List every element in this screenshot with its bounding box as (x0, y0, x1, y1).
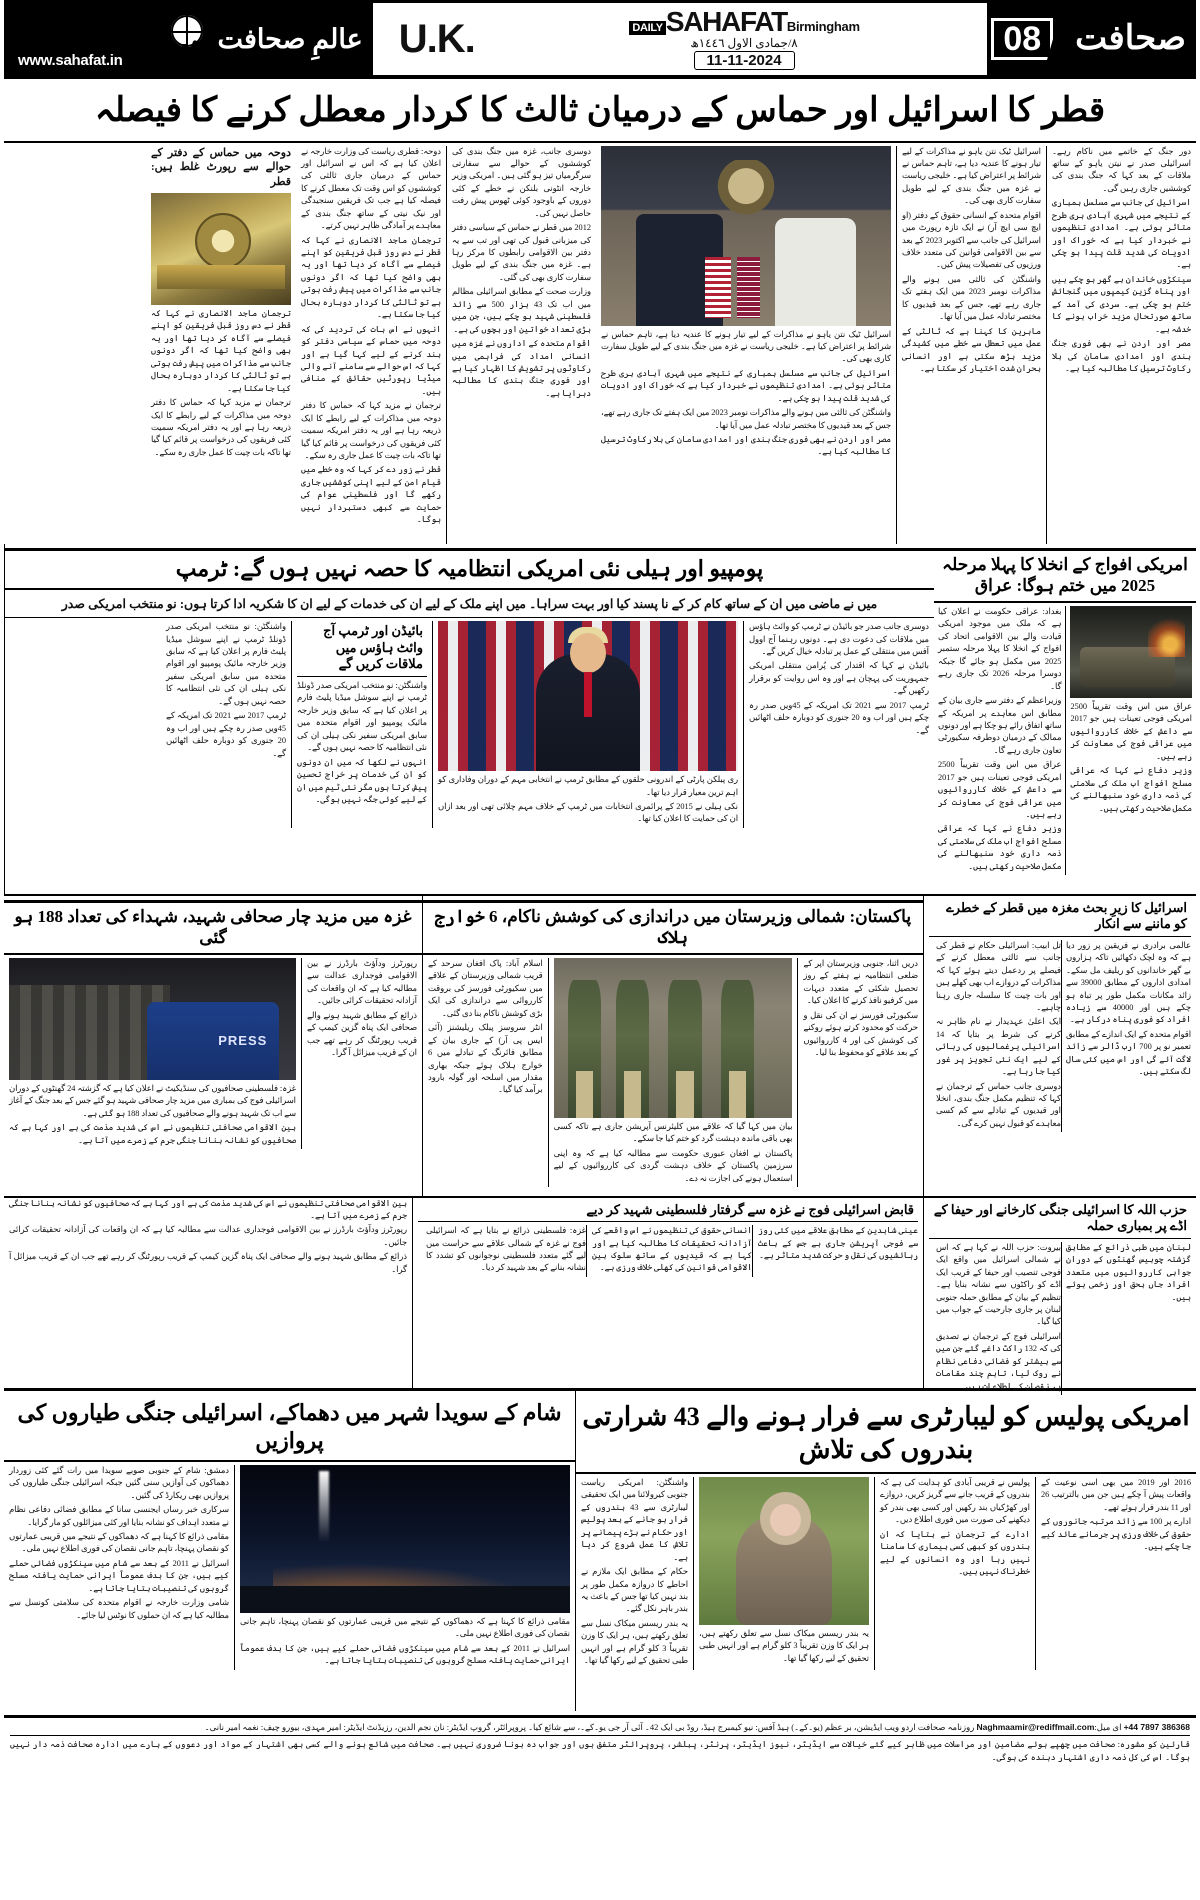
story-monkeys (575, 1391, 1196, 1711)
monkeys-text-a: واشنگٹن: امریکی ریاست جنوبی کیرولائنا میں ایک تحقیقی لیبارٹری سے 43 بندروں کے فرار ہو جانے کے بعد پولیس اور حکام نے بڑے پیمانے پر تلاش کا عمل شروع کر دیا ہے۔ حکام کے مطابق ایک ملازم نے احاطے کا دروازہ مکمل طور پر بند نہیں کیا تھا جس کے باعث یہ بندر باہر نکل گئے۔ یہ بندر ریسس میکاک نسل سے تعلق رکھتے ہیں، ہر ایک کا وزن تقریباً 3 کلو گرام ہے اور انہیں طبی تحقیق کے لیے رکھا گیا تھا۔ (581, 1478, 689, 1666)
paper-name: SAHAFAT (665, 5, 787, 37)
footer-imprint-line (10, 1721, 1190, 1734)
story-gaza-arrest (412, 1198, 923, 1388)
trump-text-d: واشنگٹن: نو منتخب امریکی صدر ڈونلڈ ٹرمپ نے اپنے سوشل میڈیا پلیٹ فارم پر اعلان کیا ہے کہ سابق وزیر خارجہ مائیک پومپیو اور اقوام متحدہ میں سابق امریکی سفیر نکی ہیلی ان کی نئی انتظامیہ کا حصہ نہیں ہوں گے۔ ٹرمپ 2017 سے 2021 تک امریکہ کے 45ویں صدر رہ چکے ہیں اور اب وہ 20 جنوری کو دوبارہ حلف اٹھائیں گے۔ (166, 622, 287, 758)
masthead (4, 0, 1196, 79)
lead-column-far-right (296, 146, 446, 544)
syria-headline: شام کے سویدا شہر میں دھماکے، اسرائیلی جنگی طیاروں کی پروازیں (17, 1399, 562, 1453)
gaza-arrest-headline: قابض اسرائیلی فوج نے غزہ سے گرفتار فلسطینی شہید کر دیے (418, 1200, 918, 1223)
page-footer (4, 1715, 1196, 1764)
us-withdrawal-headline: امریکی افواج کے انخلا کا پہلا مرحلہ 2025 میں ختم ہوگا: عراق (942, 554, 1188, 596)
qatar-denial-headline: اسرائیل کا زیرِ بحث مغزہ میں قطر کے خطرے کو ماننے سے انکار (929, 898, 1191, 937)
masthead-brand-right (4, 3, 373, 75)
lead-column-center (896, 146, 1046, 544)
monkeys-text-b: یہ بندر ریسس میکاک نسل سے تعلق رکھتے ہیں، ہر ایک کا وزن تقریباً 3 کلو گرام ہے اور انہیں طبی تحقیق کے لیے رکھا گیا تھا۔ (699, 1629, 869, 1663)
story-trump (4, 544, 934, 894)
masthead-logo-left (987, 3, 1196, 75)
syria-photo (240, 1465, 570, 1613)
footer-email[interactable]: Naghmaamir@rediffmail.com (976, 1721, 1095, 1732)
hezbollah-headline: حزب اللہ کا اسرائیلی جنگی کارخانے اور حیفا کے اڈے پر بمباری حملہ (929, 1200, 1191, 1239)
story-pakistan (422, 896, 923, 1196)
lead-column-left-1 (1046, 146, 1196, 544)
journalists-headline: غزہ میں مزید چار صحافی شہید، شہداء کی تعداد 188 ہو گئی (14, 906, 412, 948)
journalists-photo: PRESS (9, 958, 296, 1080)
pakistan-text-a: اسلام آباد: پاک افغان سرحد کے قریب شمالی وزیرستان کے علاقے میں سکیورٹی فورسز کی بروقت کارروائی سے دراندازی کی ایک بڑی کوشش ناکام بنا دی گئی۔ انٹر سروسز پبلک ریلیشنز (آئی ایس پی آر) کے جاری بیان کے مطابق فائرنگ کے تبادلے میں 6 خوارج ہلاک ہوئے جبکہ بھاری مقدار میں اسلحہ اور گولہ بارود برآمد کیا گیا۔ (428, 959, 543, 1095)
syria-text-a: دمشق: شام کے جنوبی صوبے سویدا میں رات گئے کئی زوردار دھماکوں کی آوازیں سنی گئیں جبکہ اسرائیلی جنگی طیاروں کی پروازیں بھی ریکارڈ کی گئیں۔ سرکاری خبر رساں ایجنسی سانا کے مطابق فضائی دفاعی نظام نے متعدد اہداف کو نشانہ بنایا اور کئی میزائلوں کو مار گرایا۔ مقامی ذرائع کا کہنا ہے کہ دھماکوں کے نتیجے میں قریبی عمارتوں کو نقصان پہنچا، تاہم جانی نقصان کی فوری اطلاع نہیں ملی۔ اسرائیل نے 2011 کے بعد سے شام میں سینکڑوں فضائی حملے کیے ہیں، جن کا ہدف عموماً ایرانی حمایت یافتہ مسلح گروہوں کی تنصیبات بتایا جاتا ہے۔ شامی وزارت خارجہ نے اقوام متحدہ کی سلامتی کونسل سے مطالبہ کیا ہے کہ ان حملوں کا نوٹس لیا جائے۔ (9, 1465, 230, 1620)
gaza-arrest-text-c: عینی شاہدین کے مطابق علاقے میں کئی روز سے فوجی آپریشن جاری ہے جس کے باعث رہائشیوں کی نقل و حرکت شدید متاثر ہے۔ (758, 1226, 918, 1261)
journalists-text-b: رپورٹرز ودآؤٹ بارڈرز نے بین الاقوامی فوجداری عدالت سے مطالبہ کیا ہے کہ ان واقعات کی آزادانہ تحقیقات کرائی جائیں۔ ذرائع کے مطابق شہید ہونے والے صحافی ایک پناہ گزین کیمپ کے قریب رپورٹنگ کر رہے تھے جب ان کے قریب میزائل آ گرا۔ (307, 959, 417, 1058)
brand-urdu-label: عالمِ صحافت (217, 23, 363, 54)
story-journalists (4, 896, 422, 1196)
lead-photo-block (596, 146, 896, 544)
footer-email-label: ای میل: (1094, 1721, 1122, 1732)
lead-col4-text: دور جنگ کے خاتمے میں ناکام رہے۔ اسرائیلی صدر نے نیتن یاہو کے ساتھ ملاقات کے بعد کہا کہ جنگ بندی کی کوششیں جاری رہیں گی۔ اسرائیل کی جانب سے مسلسل بمباری کے نتیجے میں شہری آبادی بری طرح متاثر ہوئی ہے۔ امدادی تنظیموں نے خبردار کیا ہے کہ خوراک اور ادویات کی شدید قلت پیدا ہو چکی ہے۔ سینکڑوں خاندان بے گھر ہو چکے ہیں اور پناہ گزین کیمپوں میں گنجائش ختم ہو چکی ہے۔ سردی کی آمد کے ساتھ صورتحال مزید خراب ہونے کا خدشہ ہے۔ مصر اور اردن نے بھی فوری جنگ بندی اور امدادی سامان کی بلا رکاوٹ ترسیل کا مطالبہ کیا ہے۔ (1052, 146, 1191, 373)
story-us-withdrawal (934, 544, 1196, 894)
us-withdrawal-text-b: عراق میں اس وقت تقریباً 2500 امریکی فوجی تعینات ہیں جو 2017 سے داعش کے خلاف کارروائیوں میں عراقی فوج کی معاونت کر رہے ہیں۔ وزیر دفاع نے کہا کہ عراقی مسلح افواج اب ملک کی سلامتی کی ذمہ داری خود سنبھالنے کی مکمل صلاحیت رکھتی ہیں۔ (1070, 702, 1192, 813)
pakistan-text-c: دریں اثنا، جنوبی وزیرستان اپر کے ضلعی انتظامیہ نے ہفتے کے روز تحصیل شکئی کے متعدد دیہات میں کرفیو نافذ کرنے کا اعلان کیا۔ سکیورٹی فورسز نے ان کی نقل و حرکت کو محدود کرتے ہوئے روکنے کی کوشش کی اور 4 کارروائیوں کے بعد علاقے کو محفوظ بنا لیا۔ (803, 959, 918, 1058)
lead-kicker-rail (146, 146, 296, 544)
lead-col2-text: دوسری جانب، غزہ میں جنگ بندی کی کوششوں کے حوالے سے سفارتی سرگرمیاں تیز ہو گئی ہیں۔ امریکی وزیر خارجہ انٹونی بلنکن نے خطے کے کئی دوروں کے باوجود کوئی ٹھوس پیش رفت حاصل نہیں کی۔ 2012 میں قطر نے حماس کے سیاسی دفتر کی میزبانی قبول کی تھی اور تب سے یہ دفتر بین الاقوامی رابطوں کا مرکز رہا ہے۔ غزہ میں جنگ بندی کے لیے طویل سفارت کاری بھی کی گئی۔ وزارت صحت کے مطابق اسرائیلی مظالم میں اب تک 43 ہزار 500 سے زائد فلسطینی شہید ہو چکے ہیں، جن میں بڑی تعداد خواتین اور بچوں کی ہے۔ اقوام متحدہ کے اداروں نے غزہ میں انسانی امداد کی فراہمی میں رکاوٹوں پر تشویش کا اظہار کیا ہے اور فوری جنگ بندی کا مطالبہ دہرایا ہے۔ (452, 146, 591, 398)
lead-column-right-2 (446, 146, 596, 544)
lead-col1-text: دوحہ: قطری ریاست کی وزارت خارجہ نے اعلان کیا ہے کہ اس نے اسرائیل اور حماس کے درمیان جاری ثالثی کی کوششوں کو اس وقت تک معطل کرنے کا فیصلہ کیا ہے جب تک فریقین سنجیدگی اور نیک نیتی کے ساتھ جنگ بندی کے معاہدے پر آمادگی ظاہر نہیں کرتے۔ ترجمان ماجد الانصاری نے کہا کہ قطر نے دس روز قبل فریقین کو اپنے فیصلے سے آگاہ کر دیا تھا اور یہ بھی واضح کیا تھا کہ اگر دونوں جانب سے مذاکرات میں پیش رفت ہوتی ہے تو ثالثی کا کردار دوبارہ بحال کیا جا سکتا ہے۔ انہوں نے اس بات کی تردید کی کہ دوحہ میں حماس کے سیاسی دفتر کو بند کرنے کے لیے کہا گیا ہے اور کہا کہ اس حوالے سے سامنے آنے والی میڈیا رپورٹیں حقائق کے منافی ہیں۔ ترجمان نے مزید کہا کہ حماس کا دفتر دوحہ میں مذاکرات کے لیے رابطے کا ایک ذریعہ رہا ہے اور یہ دفتر امریکہ سمیت کئی فریقوں کی درخواست پر قائم کیا گیا تھا تاکہ بات چیت کا عمل جاری رہ سکے۔ قطر نے زور دے کر کہا کہ وہ خطے میں قیام امن کے لیے اپنی کوششیں جاری رکھے گا اور فلسطینی عوام کی حمایت سے کبھی دستبردار نہیں ہوگا۔ (301, 146, 441, 525)
syria-text-b: مقامی ذرائع کا کہنا ہے کہ دھماکوں کے نتیجے میں قریبی عمارتوں کو نقصان پہنچا، تاہم جانی نقصان کی فوری اطلاع نہیں ملی۔ اسرائیل نے 2011 کے بعد سے شام میں سینکڑوں فضائی حملے کیے ہیں، جن کا ہدف عموماً ایرانی حمایت یافتہ مسلح گروہوں کی تنصیبات بتایا جاتا ہے۔ (240, 1616, 571, 1666)
masthead-title-row (628, 5, 860, 37)
logo-urdu: صحافت (1075, 20, 1186, 57)
footer-disclaimer: قارئین کو مشورہ: صحافت میں چھپے ہوئے مضامین اور مراسلات میں ظاہر کیے گئے خیالات سے ایڈیٹر، نیوز ایڈیٹر، پرنٹر، پبلشر، پروپرائٹر متفق ہوں اور جواب دہ ہونا ضروری نہیں ہے۔ صحافت میں شائع ہونے والے کسی بھی اشتہار کے مواد اور دعووں کے بارے میں ادارہ صحافت ذمہ دار نہیں ہوگا۔ اس کی کل ذمہ داری اشتہار دہندہ کی ہوگی۔ (10, 1735, 1190, 1764)
monkey-photo (699, 1477, 869, 1625)
publication-date: 11-11-2024 (694, 51, 795, 70)
monkeys-text-d: 2016 اور 2019 میں بھی اسی نوعیت کے واقعات پیش آ چکے ہیں جن میں بالترتیب 26 اور 11 بندر فرار ہوئے تھے۔ ادارے پر 100 سے زائد مرتبہ جانوروں کے حقوق کی خلاف ورزی پر جرمانے عائد کیے جا چکے ہیں۔ (1041, 1478, 1191, 1552)
lead-kicker-text: ترجمان ماجد الانصاری نے کہا کہ قطر نے دس روز قبل فریقین کو اپنے فیصلے سے آگاہ کر دیا تھا اور یہ بھی واضح کیا تھا کہ اگر دونوں جانب سے مذاکرات میں پیش رفت ہوتی ہے تو ثالثی کا کردار دوبارہ بحال کیا جا سکتا ہے۔ ترجمان نے مزید کہا کہ حماس کا دفتر دوحہ میں مذاکرات کے لیے رابطے کا ایک ذریعہ رہا ہے اور یہ دفتر امریکہ سمیت کئی فریقوں کی درخواست پر قائم کیا گیا تھا تاکہ بات چیت کا عمل جاری رہ سکے۔ (151, 309, 291, 457)
us-withdrawal-text-a: بغداد: عراقی حکومت نے اعلان کیا ہے کہ ملک میں موجود امریکی قیادت والے بین الاقوامی اتحاد کی افواج کے انخلا کا پہلا مرحلہ ستمبر 2025 میں مکمل ہو جائے گا جبکہ دوسرا مرحلہ 2026 تک جاری رہے گا۔ وزیراعظم کے دفتر سے جاری بیان کے مطابق اس معاہدے پر امریکہ کے ساتھ اتفاق رائے ہو چکا ہے اور دونوں ممالک کے درمیان دوطرفہ سکیورٹی تعاون جاری رہے گا۔ عراق میں اس وقت تقریباً 2500 امریکی فوجی تعینات ہیں جو 2017 سے داعش کے خلاف کارروائیوں میں عراقی فوج کی معاونت کر رہے ہیں۔ وزیر دفاع نے کہا کہ عراقی مسلح افواج اب ملک کی سلامتی کی ذمہ داری خود سنبھالنے کی مکمل صلاحیت رکھتی ہیں۔ (938, 607, 1062, 871)
lead-headline: قطر کا اسرائیل اور حماس کے درمیان ثالث کا کردار معطل کرنے کا فیصلہ (4, 82, 1196, 143)
edition-label: U.K. (398, 16, 475, 61)
hijri-date: ٨/جمادی الاول ١٤٤٦ھ (690, 35, 798, 50)
footer-phone[interactable]: +44 7897 386368 (1123, 1721, 1190, 1732)
globe-icon (161, 10, 207, 68)
pakistan-photo (554, 958, 793, 1118)
story-syria (4, 1391, 575, 1711)
lead-story-section (4, 146, 1196, 544)
hezbollah-text-b: لبنان میں طبی ذرائع کے مطابق گزشتہ چوبیس گھنٹوں کے دوران جوابی کارروائیوں میں متعدد افراد جاں بحق اور زخمی ہوئے ہیں۔ (1066, 1242, 1191, 1302)
story-qatar-denial (923, 896, 1196, 1196)
trump-text-c: دوسری جانب صدر جو بائیڈن نے ٹرمپ کو وائٹ ہاؤس میں ملاقات کی دعوت دی ہے۔ دونوں رہنما آج اوول آفس میں منتقلی کے عمل پر تبادلہ خیال کریں گے۔ بائیڈن نے کہا کہ اقتدار کی پُرامن منتقلی امریکی جمہوریت کی پہچان ہے اور وہ اس روایت کو برقرار رکھیں گے۔ ٹرمپ 2017 سے 2021 تک امریکہ کے 45ویں صدر رہ چکے ہیں اور اب وہ 20 جنوری کو دوبارہ حلف اٹھائیں گے۔ (749, 622, 929, 735)
lead-photo-ministry (151, 193, 291, 305)
footer-imprint-text: روزنامہ صحافت اردو ویب ایڈیشن، بر عظم (یو۔کے۔) ہیڈ آفس: نیو کیمبرج ہیڈ، روڈ بی ایک 42۔ آئی آر جی یو۔کے۔، سے شائع کیا۔ پروپرائٹر، گروپ ایڈیٹر: نان نجم الدین، رزیڈنٹ ایڈیٹر: امیر مہدی، بیورو چیف: نغمہ امیر نانی۔ (204, 1721, 975, 1732)
hezbollah-text-a: بیروت: حزب اللہ نے کہا ہے کہ اس نے شمالی اسرائیل میں واقع ایک فوجی تنصیب اور حیفا کے قریب ایک اڈے کو راکٹوں سے نشانہ بنایا ہے۔ تنظیم کے بیان کے مطابق حملہ جنوبی لبنان پر جاری جارحیت کے جواب میں کیا گیا۔ اسرائیلی فوج کے ترجمان نے تصدیق کی کہ 132 راکٹ داغے گئے جن میں سے بیشتر کو فضائی دفاعی نظام نے روک لیا، تاہم چند مقامات پر نقصان کی اطلاعات ہیں۔ (936, 1242, 1061, 1391)
lead-photo-meeting (601, 146, 891, 326)
lead-photo-under-text: اسرائیل ٹیک نتن یاہو نے مذاکرات کے لیے تیار ہونے کا عندیہ دیا ہے، تاہم حماس نے شرائط پر اعتراض کیا ہے۔ خلیجی ریاست نے غزہ میں جنگ بندی کے لیے طویل سفارت کاری بھی کی۔ اسرائیل کی جانب سے مسلسل بمباری کے نتیجے میں شہری آبادی بری طرح متاثر ہوئی ہے۔ امدادی تنظیموں نے خبردار کیا ہے کہ خوراک اور ادویات کی شدید قلت پیدا ہو چکی ہے۔ واشنگٹن کی ثالثی میں ہونے والے مذاکرات نومبر 2023 میں ایک ہفتے تک جاری رہے تھے، جس کے بعد قیدیوں کا مختصر تبادلہ عمل میں آیا تھا۔ مصر اور اردن نے بھی فوری جنگ بندی اور امدادی سامان کی بلا رکاوٹ ترسیل کا مطالبہ کیا ہے۔ (601, 329, 891, 457)
arrow-up-right-icon (134, 49, 161, 74)
qatar-denial-text-a: تل ابیب: اسرائیلی حکام نے قطر کی جانب سے ثالثی معطل کرنے کے فیصلے پر ردعمل دیتے ہوئے کہا کہ مذاکرات کے دروازے اب بھی کھلے ہیں اور بات چیت کا سلسلہ جاری رہنا چاہیے۔ ایک اعلیٰ عہدیدار نے نام ظاہر نہ کرنے کی شرط پر بتایا کہ 14 اسرائیلی یرغمالیوں کی رہائی کے لیے ایک نئی تجویز پر غور کیا جا رہا ہے۔ دوسری جانب حماس کے ترجمان نے کہا کہ تنظیم مکمل جنگ بندی، انخلا اور قیدیوں کے تبادلے سے کم کسی معاہدے کو قبول نہیں کرے گی۔ (936, 940, 1061, 1128)
page-number: 08 (991, 18, 1053, 60)
trump-headline: پومپیو اور ہیلی نئی امریکی انتظامیہ کا حصہ نہیں ہوں گے: ٹرمپ (175, 555, 764, 581)
trump-subhead: بائیڈن اور ٹرمپ آج وائٹ ہاؤس میں ملاقات کریں گے (297, 621, 427, 677)
gaza-arrest-text-b: انسانی حقوق کی تنظیموں نے اس واقعے کی آزادانہ تحقیقات کا مطالبہ کیا ہے اور کہا ہے کہ قیدیوں کے ساتھ سلوک بین الاقوامی قوانین کی کھلی خلاف ورزی ہے۔ (592, 1226, 752, 1273)
lead-kicker: دوحہ میں حماس کے دفتر کے حوالے سے رپورٹ غلط ہیں: قطر (151, 146, 291, 189)
masthead-center (501, 3, 988, 75)
iraq-photo (1070, 606, 1192, 698)
monkeys-headline: امریکی پولیس کو لیبارٹری سے فرار ہونے والے 43 شرارتی بندروں کی تلاش (582, 1401, 1190, 1464)
lead-col3-text: اسرائیل ٹیک نتن یاہو نے مذاکرات کے لیے تیار ہونے کا عندیہ دیا ہے، تاہم حماس نے شرائط پر اعتراض کیا ہے۔ خلیجی ریاست نے غزہ میں جنگ بندی کے لیے طویل سفارت کاری بھی کی۔ اقوام متحدہ کے انسانی حقوق کے دفتر (او ایچ سی ایچ آر) نے ایک تازہ رپورٹ میں اسرائیل کی جانب سے اکتوبر 2023 کے بعد سے بین الاقوامی قوانین کی متعدد خلاف ورزیوں کی تفصیلات پیش کیں۔ واشنگٹن کی ثالثی میں ہونے والے مذاکرات نومبر 2023 میں ایک ہفتے تک جاری رہے تھے، جس کے بعد قیدیوں کا مختصر تبادلہ عمل میں آیا تھا۔ ماہرین کا کہنا ہے کہ ثالثی کے عمل میں تعطل سے خطے میں کشیدگی مزید بڑھ سکتی ہے اور انسانی بحران شدت اختیار کر سکتا ہے۔ (902, 146, 1041, 373)
trump-deck: میں نے ماضی میں ان کے ساتھ کام کر کے نا پسند کیا اور بہت سراہا۔ میں اپنے ملک کے لیے ان کی خدمات کے لیے ان کا شکریہ ادا کرتا ہوں: نو منتخب امریکی صدر (5, 593, 934, 619)
journalists-text-c: بین الاقوامی صحافتی تنظیموں نے اس کی شدید مذمت کی ہے اور کہا ہے کہ صحافیوں کو نشانہ بنانا جنگی جرم کے زمرے میں آتا ہے۔ رپورٹرز ودآؤٹ بارڈرز نے بین الاقوامی فوجداری عدالت سے مطالبہ کیا ہے کہ ان واقعات کی آزادانہ تحقیقات کرائی جائیں۔ ذرائع کے مطابق شہید ہونے والے صحافی ایک پناہ گزین کیمپ کے قریب رپورٹنگ کر رہے تھے جب ان کے قریب میزائل آ گرا۔ (9, 1198, 407, 1274)
story-hezbollah (923, 1198, 1196, 1391)
pakistan-headline: پاکستان: شمالی وزیرستان میں دراندازی کی کوشش ناکام، 6 خوارج ہلاک (434, 906, 912, 948)
trump-text-a: واشنگٹن: نو منتخب امریکی صدر ڈونلڈ ٹرمپ نے اپنے سوشل میڈیا پلیٹ فارم پر اعلان کیا ہے کہ سابق وزیر خارجہ مائیک پومپیو اور اقوام متحدہ میں سابق امریکی سفیر نکی ہیلی ان کی نئی انتظامیہ کا حصہ نہیں ہوں گے۔ انہوں نے لکھا کہ میں ان دونوں کو ان کی خدمات پر خراج تحسین پیش کرتا ہوں مگر نئی ٹیم میں ان کے لیے کوئی جگہ نہیں ہوگی۔ (297, 681, 427, 804)
monkeys-text-c: پولیس نے قریبی آبادی کو ہدایت کی ہے کہ بندروں کے قریب جانے سے گریز کریں، دروازے اور کھڑکیاں بند رکھیں اور کسی بھی بندر کو دیکھنے کی صورت میں فوری اطلاع دیں۔ ادارے کے ترجمان نے بتایا کہ ان بندروں کو کبھی کسی بیماری کا سامنا نہیں رہا اور وہ انسانوں کے لیے خطرناک نہیں ہیں۔ (880, 1478, 1030, 1577)
pakistan-text-b: بیان میں کہا گیا کہ علاقے میں کلیئرنس آپریشن جاری ہے تاکہ کسی بھی باقی ماندہ دہشت گرد کو ختم کیا جا سکے۔ پاکستان نے افغان عبوری حکومت سے مطالبہ کیا ہے کہ وہ اپنی سرزمین پاکستان کے خلاف دہشت گردی کی کارروائیوں کے لیے استعمال ہونے کی اجازت نہ دے۔ (553, 1122, 793, 1183)
website-link[interactable]: www.sahafat.in (10, 51, 130, 70)
qatar-denial-text-b: عالمی برادری نے فریقین پر زور دیا ہے کہ وہ لچک دکھائیں تاکہ ہزاروں بے گھر خاندانوں کو ریلیف مل سکے۔ امدادی اداروں کے مطابق 39000 سے زائد مکانات مکمل طور پر تباہ ہو چکے ہیں اور 40000 سے زیادہ افراد کو فوری پناہ درکار ہے۔ اقوام متحدہ کے ایک اندازے کے مطابق تعمیر نو پر 700 ارب ڈالر سے زائد لاگت آئے گی اور اس میں کئی سال لگ سکتے ہیں۔ (1066, 940, 1191, 1077)
daily-label: DAILY (629, 21, 666, 35)
city-label: Birmingham (786, 18, 860, 34)
journalists-continued (4, 1198, 412, 1388)
trump-photo (438, 621, 738, 771)
gaza-arrest-text-a: غزہ: فلسطینی ذرائع نے بتایا ہے کہ اسرائیلی فوج نے غزہ کے شمالی علاقے سے حراست میں لیے گئے متعدد فلسطینی نوجوانوں کو تشدد کا نشانہ بنانے کے بعد شہید کر دیا۔ (426, 1226, 586, 1273)
journalists-text-a: غزہ: فلسطینی صحافیوں کی سنڈیکیٹ نے اعلان کیا ہے کہ گزشتہ 24 گھنٹوں کے دوران اسرائیلی فوج کی بمباری میں مزید چار صحافی شہید ہو گئے جس کے بعد جنگ کے آغاز سے اب تک شہید ہونے والے صحافیوں کی تعداد 188 ہو گئی ہے۔ بین الاقوامی صحافتی تنظیموں نے اس کی شدید مذمت کی ہے اور کہا ہے کہ صحافیوں کو نشانہ بنانا جنگی جرم کے زمرے میں آتا ہے۔ (9, 1084, 297, 1145)
trump-text-b: ری پبلکن پارٹی کے اندرونی حلقوں کے مطابق ٹرمپ نے انتخابی مہم کے دوران وفاداری کو اہم ترین معیار قرار دیا تھا۔ نکی ہیلی نے 2015 کے پرائمری انتخابات میں ٹرمپ کے خلاف مہم چلائی تھی اور بعد ازاں ان کی حمایت کا اعلان کیا تھا۔ (438, 775, 738, 824)
